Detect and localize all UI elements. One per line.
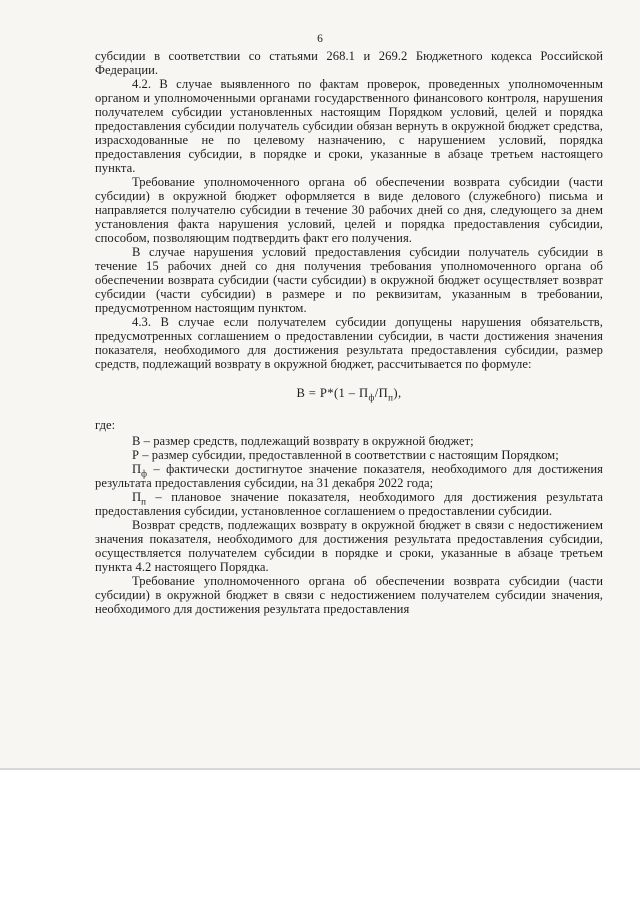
- where-label: где:: [95, 418, 116, 432]
- paragraph-shortfall-requirement: Требование уполномоченного органа об обеспечении возврата субсидии (части субсидии) в окружной бюджет в связи с недостижением получателем субсидии значения, необходимого для достижения результата предоставления: [95, 574, 603, 616]
- paragraph-4-2: 4.2. В случае выявленного по фактам проверок, проведенных уполномоченным органом и уполномоченными органами государственного финансового контроля, нарушения получателем субсидии установленных настоящим Порядком условий, целей и порядка предоставления субсидии получатель субсидии обязан вернуть в окружной бюджет средства, израсходованные не по целевому назначению, с нарушением условий, порядка предоставления субсидии, в порядке и сроки, указанные в абзаце третьем настоящего пункта.: [95, 77, 603, 175]
- formula-left: В = Р*(1 – П: [296, 386, 369, 400]
- definition-r: Р – размер субсидии, предоставленной в соответствии с настоящим Порядком;: [132, 448, 559, 462]
- document-body: [95, 49, 603, 616]
- page-number: 6: [317, 33, 323, 45]
- paragraph-4-3: 4.3. В случае если получателем субсидии допущены нарушения обязательств, предусмотренных соглашением о предоставлении субсидии, в части достижения значения показателя, необходимого для достижения результата предоставления субсидии, размер средств, подлежащий возврату в окружной бюджет, рассчитывается по формуле:: [95, 315, 603, 371]
- paragraph-continuation: субсидии в соответствии со статьями 268.1 и 269.2 Бюджетного кодекса Российской Федерации.: [95, 49, 603, 77]
- definition-p-fact: [95, 462, 603, 490]
- symbol-sub-fact: ф: [141, 468, 148, 479]
- symbol-sub-plan: п: [141, 496, 147, 507]
- definition-text: – фактически достигнутое значение показателя, необходимого для достижения результата предоставления субсидии, на 31 декабря 2022 года;: [95, 462, 603, 490]
- paragraph-return-requirement: Требование уполномоченного органа об обеспечении возврата субсидии (части субсидии) в окружной бюджет оформляется в виде делового (служебного) письма и направляется получателю субсидии в течение 30 рабочих дней со дня, следующего за днем установления факта нарушения условий, целей и порядка предоставления субсидии, способом, позволяющим подтвердить факт его получения.: [95, 175, 603, 245]
- symbol-p: П: [132, 462, 142, 476]
- formula-sub-fact: ф: [368, 392, 375, 403]
- symbol-p: П: [132, 490, 142, 504]
- paragraph-violation-return: В случае нарушения условий предоставления субсидии получатель субсидии в течение 15 рабочих дней со дня получения требования уполномоченного органа об обеспечении возврата субсидии (части субсидии) в окружной бюджет осуществляет возврат субсидии (части субсидии) в размере и по реквизитам, указанным в требовании, предусмотренном настоящим пунктом.: [95, 245, 603, 315]
- return-formula: [95, 386, 603, 403]
- formula-right: ),: [393, 386, 402, 400]
- formula-slash: /П: [374, 386, 389, 400]
- paragraph-shortfall-return: Возврат средств, подлежащих возврату в окружной бюджет в связи с недостижением значения показателя, необходимого для достижения результата предоставления субсидии, осуществляется получателем субсидии в порядке и сроки, указанные в абзаце третьем пункта 4.2 настоящего Порядка.: [95, 518, 603, 574]
- definition-b: В – размер средств, подлежащий возврату в окружной бюджет;: [132, 434, 474, 448]
- formula-sub-plan: п: [388, 392, 394, 403]
- definition-p-plan: [95, 490, 603, 518]
- definition-text: – плановое значение показателя, необходимого для достижения результата предоставления субсидии, установленное соглашением о предоставлении субсидии.: [95, 490, 603, 518]
